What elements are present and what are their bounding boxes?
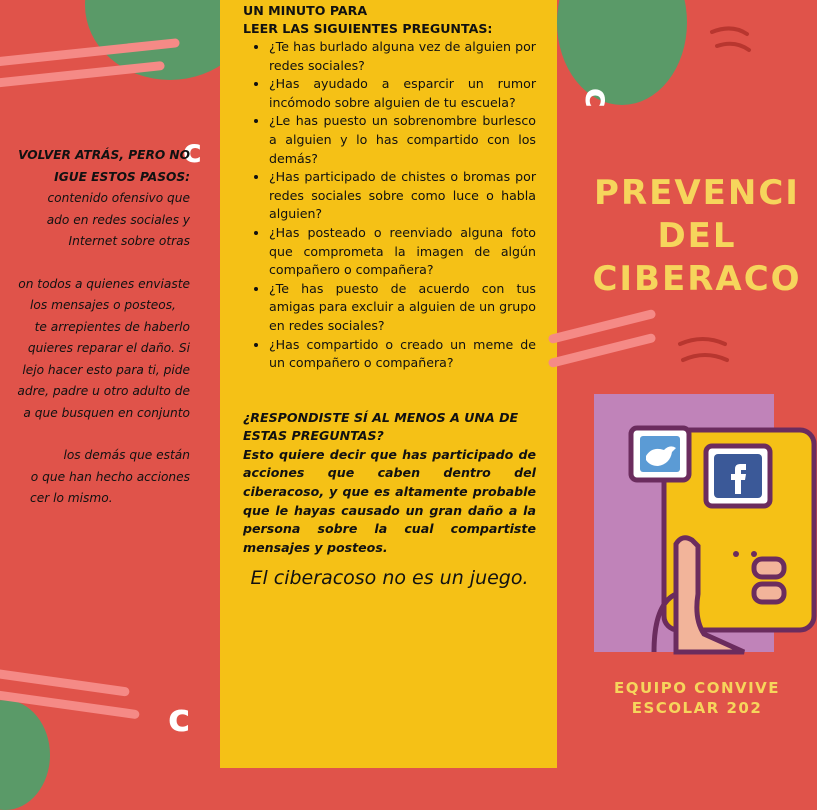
closing-statement: El ciberacoso no es un juego.	[250, 567, 529, 590]
left-line: ado en redes sociales y	[46, 212, 190, 227]
left-title-line: VOLVER ATRÁS, PERO NO	[18, 148, 190, 162]
footer-credit	[597, 678, 797, 718]
title-line: CIBERACO	[592, 259, 802, 299]
heading-line: UN MINUTO PARA	[243, 3, 368, 18]
right-panel	[557, 0, 802, 768]
decor-swoosh	[675, 330, 735, 370]
left-line: a que busquen en conjunto	[23, 405, 190, 420]
heading-line: LEER LAS SIGUIENTES PREGUNTAS:	[243, 21, 493, 36]
left-line	[0, 424, 190, 445]
left-line: te arrepientes de haberlo	[34, 319, 190, 334]
left-line	[0, 253, 190, 274]
middle-panel	[220, 0, 557, 768]
twitter-icon	[631, 428, 689, 480]
question-item: • ¿Te has burlado alguna vez de alguien por redes sociales?	[269, 38, 536, 75]
decor-hook: c	[577, 87, 618, 109]
left-panel	[0, 0, 220, 768]
footer-line: EQUIPO CONVIVE	[613, 679, 781, 697]
question-item: • ¿Has posteado o reenviado alguna foto que comprometa la imagen de algún compañero o compañera?	[269, 224, 536, 280]
brochure-title	[577, 172, 817, 301]
facebook-icon	[706, 446, 770, 506]
question-item: • ¿Le has puesto un sobrenombre burlesco a alguien y lo has compartido con los demás?	[269, 112, 536, 168]
left-line: Internet sobre otras	[68, 234, 190, 248]
footer-line: ESCOLAR 202	[631, 699, 763, 717]
social-media-illustration	[594, 394, 774, 652]
decor-swoosh	[707, 20, 757, 60]
left-line: o que han hecho acciones	[30, 469, 190, 484]
title-line: DEL	[657, 216, 737, 256]
question-item: • ¿Te has puesto de acuerdo con tus amigas para excluir a alguien de un grupo en redes sociales?	[269, 280, 536, 336]
left-line: on todos a quienes enviaste	[18, 276, 190, 291]
decor-stripe	[0, 668, 130, 696]
left-line: adre, padre u otro adulto de	[17, 384, 190, 398]
left-line: quieres reparar el daño. Si	[27, 341, 190, 355]
left-line: cer lo mismo.	[30, 491, 113, 505]
left-line: los demás que están	[63, 448, 190, 462]
left-line: contenido ofensivo que	[47, 191, 190, 205]
questions-list	[243, 38, 536, 373]
green-blob-bottom	[0, 700, 50, 810]
questions-heading	[243, 2, 536, 38]
answer-heading: ¿RESPONDISTE SÍ AL MENOS A UNA DE ESTAS PREGUNTAS?	[243, 409, 519, 444]
decor-hook: c	[168, 696, 191, 740]
question-item: • ¿Has compartido o creado un meme de un compañero o compañera?	[269, 336, 536, 373]
hand-phone-icon	[594, 394, 774, 652]
question-item: • ¿Has participado de chistes o bromas por redes sociales sobre como luce o habla alguien?	[269, 168, 536, 224]
left-steps-text	[0, 145, 190, 510]
left-line: lejo hacer esto para ti, pide	[22, 362, 190, 377]
middle-content	[243, 2, 536, 593]
answer-explanation: Esto quiere decir que has participado de acciones que caben dentro del ciberacoso, y que es altamente probable que le hayas causado un gran daño a la persona sobre la cual compartiste mensajes y posteos.	[243, 446, 536, 555]
decor-hook: c	[183, 132, 202, 170]
question-item: • ¿Has ayudado a esparcir un rumor incómodo sobre alguien de tu escuela?	[269, 75, 536, 112]
title-line: PREVENCI	[594, 173, 800, 213]
left-title-line: IGUE ESTOS PASOS:	[54, 169, 190, 184]
left-line: los mensajes o posteos,	[30, 298, 176, 312]
